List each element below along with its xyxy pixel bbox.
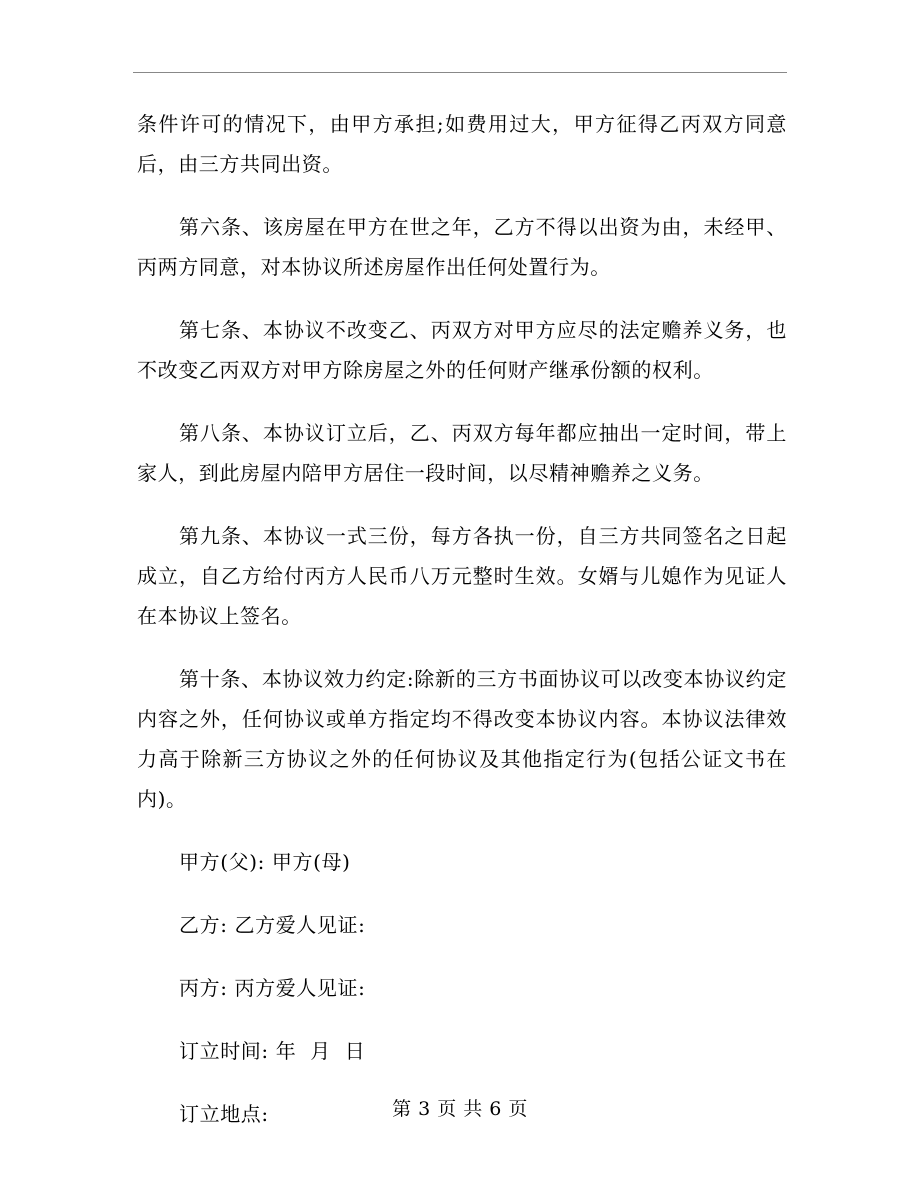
signature-party-b: 乙方: 乙方爱人见证: — [179, 913, 366, 937]
paragraph-article-8: 第八条、本协议订立后，乙、丙双方每年都应抽出一定时间，带上家人，到此房屋内陪甲方居住一段时间，以尽精神赡养之义务。 — [137, 421, 787, 485]
paragraph-article-7: 第七条、本协议不改变乙、丙双方对甲方应尽的法定赡养义务，也不改变乙丙双方对甲方除房屋之外的任何财产继承份额的权利。 — [137, 318, 787, 382]
paragraph-article-10: 第十条、本协议效力约定:除新的三方书面协议可以改变本协议约定内容之外，任何协议或单方指定均不得改变本协议内容。本协议法律效力高于除新三方协议之外的任何协议及其他指定行为(包括公证文书在内)。 — [137, 667, 787, 811]
signature-block — [137, 842, 787, 1134]
header-divider — [133, 72, 787, 73]
signature-date: 订立时间: 年 月 日 — [179, 1039, 366, 1063]
signature-party-c: 丙方: 丙方爱人见证: — [179, 976, 366, 1000]
paragraph-continuation: 条件许可的情况下，由甲方承担;如费用过大，甲方征得乙丙双方同意后，由三方共同出资。 — [137, 112, 787, 176]
document-body — [137, 104, 787, 1157]
paragraph-article-9: 第九条、本协议一式三份，每方各执一份，自三方共同签名之日起成立，自乙方给付丙方人民币八万元整时生效。女婿与儿媳作为见证人在本协议上签名。 — [137, 524, 787, 628]
signature-party-a: 甲方(父): 甲方(母) — [179, 850, 351, 874]
page-number: 第 3 页 共 6 页 — [392, 1098, 528, 1120]
page-footer — [0, 1094, 920, 1124]
paragraph-article-6: 第六条、该房屋在甲方在世之年，乙方不得以出资为由，未经甲、丙两方同意，对本协议所述房屋作出任何处置行为。 — [137, 215, 787, 279]
signature-place: 订立地点: — [179, 1102, 269, 1126]
